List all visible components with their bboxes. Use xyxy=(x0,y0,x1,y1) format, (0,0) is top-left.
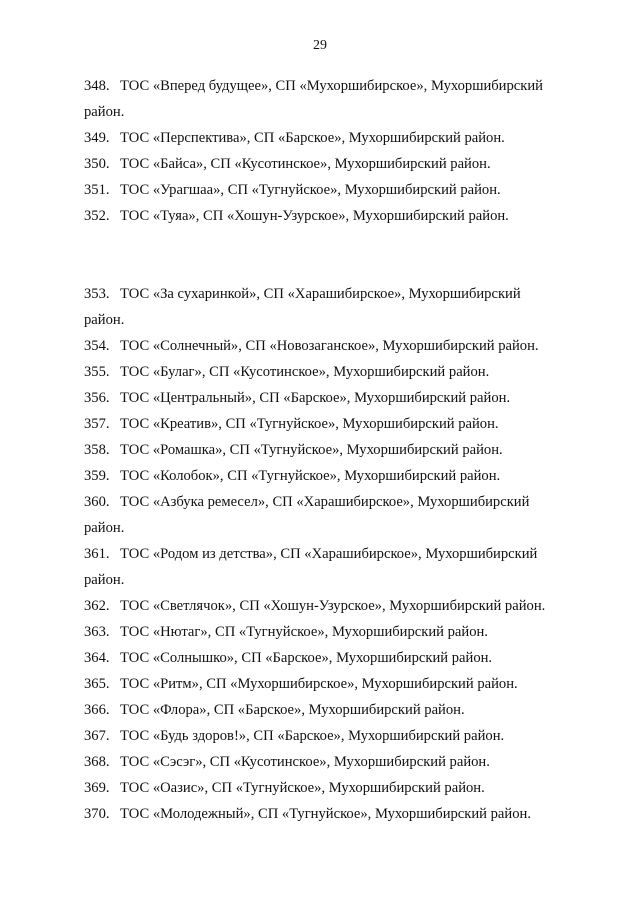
entry-line xyxy=(84,726,584,752)
list-item xyxy=(84,466,584,492)
entry-number: 370. xyxy=(84,806,110,822)
list-item xyxy=(84,492,584,544)
entry-text: ТОС «Азбука ремесел», СП «Харашибирское», Мухоршибирский xyxy=(120,494,530,510)
list-item xyxy=(84,76,584,128)
list-item xyxy=(84,622,584,648)
entry-text: ТОС «Туяа», СП «Хошун-Узурское», Мухоршибирский район. xyxy=(120,208,509,224)
entry-number: 348. xyxy=(84,78,110,94)
entry-number: 368. xyxy=(84,754,110,770)
entry-text: ТОС «Вперед будущее», СП «Мухоршибирское», Мухоршибирский xyxy=(120,78,543,94)
entry-text: ТОС «Флора», СП «Барское», Мухоршибирский район. xyxy=(120,702,465,718)
entry-number: 363. xyxy=(84,624,110,640)
list-item xyxy=(84,778,584,804)
entry-line xyxy=(84,76,584,102)
entry-number: 351. xyxy=(84,182,110,198)
entry-text: ТОС «Солнечный», СП «Новозаганское», Мухоршибирский район. xyxy=(120,338,539,354)
list-item xyxy=(84,388,584,414)
entry-number: 362. xyxy=(84,598,110,614)
entry-line xyxy=(84,492,584,518)
page-number: 29 xyxy=(313,38,327,53)
entry-text: ТОС «Светлячок», СП «Хошун-Узурское», Мухоршибирский район. xyxy=(120,598,546,614)
list-item xyxy=(84,700,584,726)
entry-line xyxy=(84,128,584,154)
list-item xyxy=(84,648,584,674)
entry-number: 354. xyxy=(84,338,110,354)
entry-text: ТОС «Ритм», СП «Мухоршибирское», Мухоршибирский район. xyxy=(120,676,518,692)
entry-text: ТОС «Центральный», СП «Барское», Мухоршибирский район. xyxy=(120,390,511,406)
entry-number: 367. xyxy=(84,728,110,744)
entry-text: ТОС «Нютаг», СП «Тугнуйское», Мухоршибирский район. xyxy=(120,624,488,640)
entry-number: 361. xyxy=(84,546,110,562)
entry-text: ТОС «Ромашка», СП «Тугнуйское», Мухоршибирский район. xyxy=(120,442,503,458)
entry-line xyxy=(84,414,584,440)
entry-line xyxy=(84,596,584,622)
entry-line xyxy=(84,622,584,648)
entry-continuation: район. xyxy=(84,520,125,536)
list-item xyxy=(84,362,584,388)
list-item xyxy=(84,752,584,778)
list-item xyxy=(84,336,584,362)
list-item xyxy=(84,544,584,596)
list-item xyxy=(84,596,584,622)
entry-number: 365. xyxy=(84,676,110,692)
list-item xyxy=(84,804,584,830)
entry-continuation: район. xyxy=(84,104,125,120)
entry-line xyxy=(84,804,584,830)
list-item xyxy=(84,180,584,206)
entry-text: ТОС «Солнышко», СП «Барское», Мухоршибирский район. xyxy=(120,650,493,666)
entry-text: ТОС «Колобок», СП «Тугнуйское», Мухоршибирский район. xyxy=(120,468,501,484)
list-item xyxy=(84,726,584,752)
entry-number: 349. xyxy=(84,130,110,146)
entry-line xyxy=(84,544,584,570)
entry-continuation: район. xyxy=(84,572,125,588)
entry-line xyxy=(84,700,584,726)
entry-text: ТОС «Урагшаа», СП «Тугнуйское», Мухоршибирский район. xyxy=(120,182,501,198)
entry-text: ТОС «За сухаринкой», СП «Харашибирское», Мухоршибирский xyxy=(120,286,521,302)
list-item xyxy=(84,414,584,440)
entry-text: ТОС «Креатив», СП «Тугнуйское», Мухоршибирский район. xyxy=(120,416,499,432)
entry-number: 352. xyxy=(84,208,110,224)
list-item xyxy=(84,206,584,232)
entry-text: ТОС «Байса», СП «Кусотинское», Мухоршибирский район. xyxy=(120,156,491,172)
entry-line xyxy=(84,180,584,206)
entry-number: 364. xyxy=(84,650,110,666)
entry-line xyxy=(84,362,584,388)
entry-continuation: район. xyxy=(84,312,125,328)
list-item xyxy=(84,440,584,466)
entry-text: ТОС «Будь здоров!», СП «Барское», Мухоршибирский район. xyxy=(120,728,505,744)
entry-text: ТОС «Перспектива», СП «Барское», Мухоршибирский район. xyxy=(120,130,505,146)
entry-text: ТОС «Сэсэг», СП «Кусотинское», Мухоршибирский район. xyxy=(120,754,490,770)
entry-text: ТОС «Молодежный», СП «Тугнуйское», Мухоршибирский район. xyxy=(120,806,531,822)
entry-line xyxy=(84,674,584,700)
entry-number: 366. xyxy=(84,702,110,718)
entry-text: ТОС «Оазис», СП «Тугнуйское», Мухоршибирский район. xyxy=(120,780,485,796)
list-item xyxy=(84,284,584,336)
entry-line xyxy=(84,336,584,362)
list-item xyxy=(84,128,584,154)
entry-line xyxy=(84,284,584,310)
entry-line xyxy=(84,388,584,414)
entry-number: 369. xyxy=(84,780,110,796)
entry-text: ТОС «Родом из детства», СП «Харашибирское», Мухоршибирский xyxy=(120,546,538,562)
entry-list-a xyxy=(84,76,584,232)
entry-number: 356. xyxy=(84,390,110,406)
entry-number: 357. xyxy=(84,416,110,432)
entry-line xyxy=(84,778,584,804)
entry-line xyxy=(84,154,584,180)
entry-line xyxy=(84,648,584,674)
entry-number: 355. xyxy=(84,364,110,380)
entry-line xyxy=(84,752,584,778)
list-item xyxy=(84,674,584,700)
entry-line xyxy=(84,466,584,492)
entry-number: 358. xyxy=(84,442,110,458)
entry-text: ТОС «Булаг», СП «Кусотинское», Мухоршибирский район. xyxy=(120,364,490,380)
list-item xyxy=(84,154,584,180)
entry-line xyxy=(84,206,584,232)
entry-line xyxy=(84,440,584,466)
entry-list-b xyxy=(84,284,584,830)
entry-number: 353. xyxy=(84,286,110,302)
entry-number: 360. xyxy=(84,494,110,510)
entry-number: 359. xyxy=(84,468,110,484)
entry-number: 350. xyxy=(84,156,110,172)
